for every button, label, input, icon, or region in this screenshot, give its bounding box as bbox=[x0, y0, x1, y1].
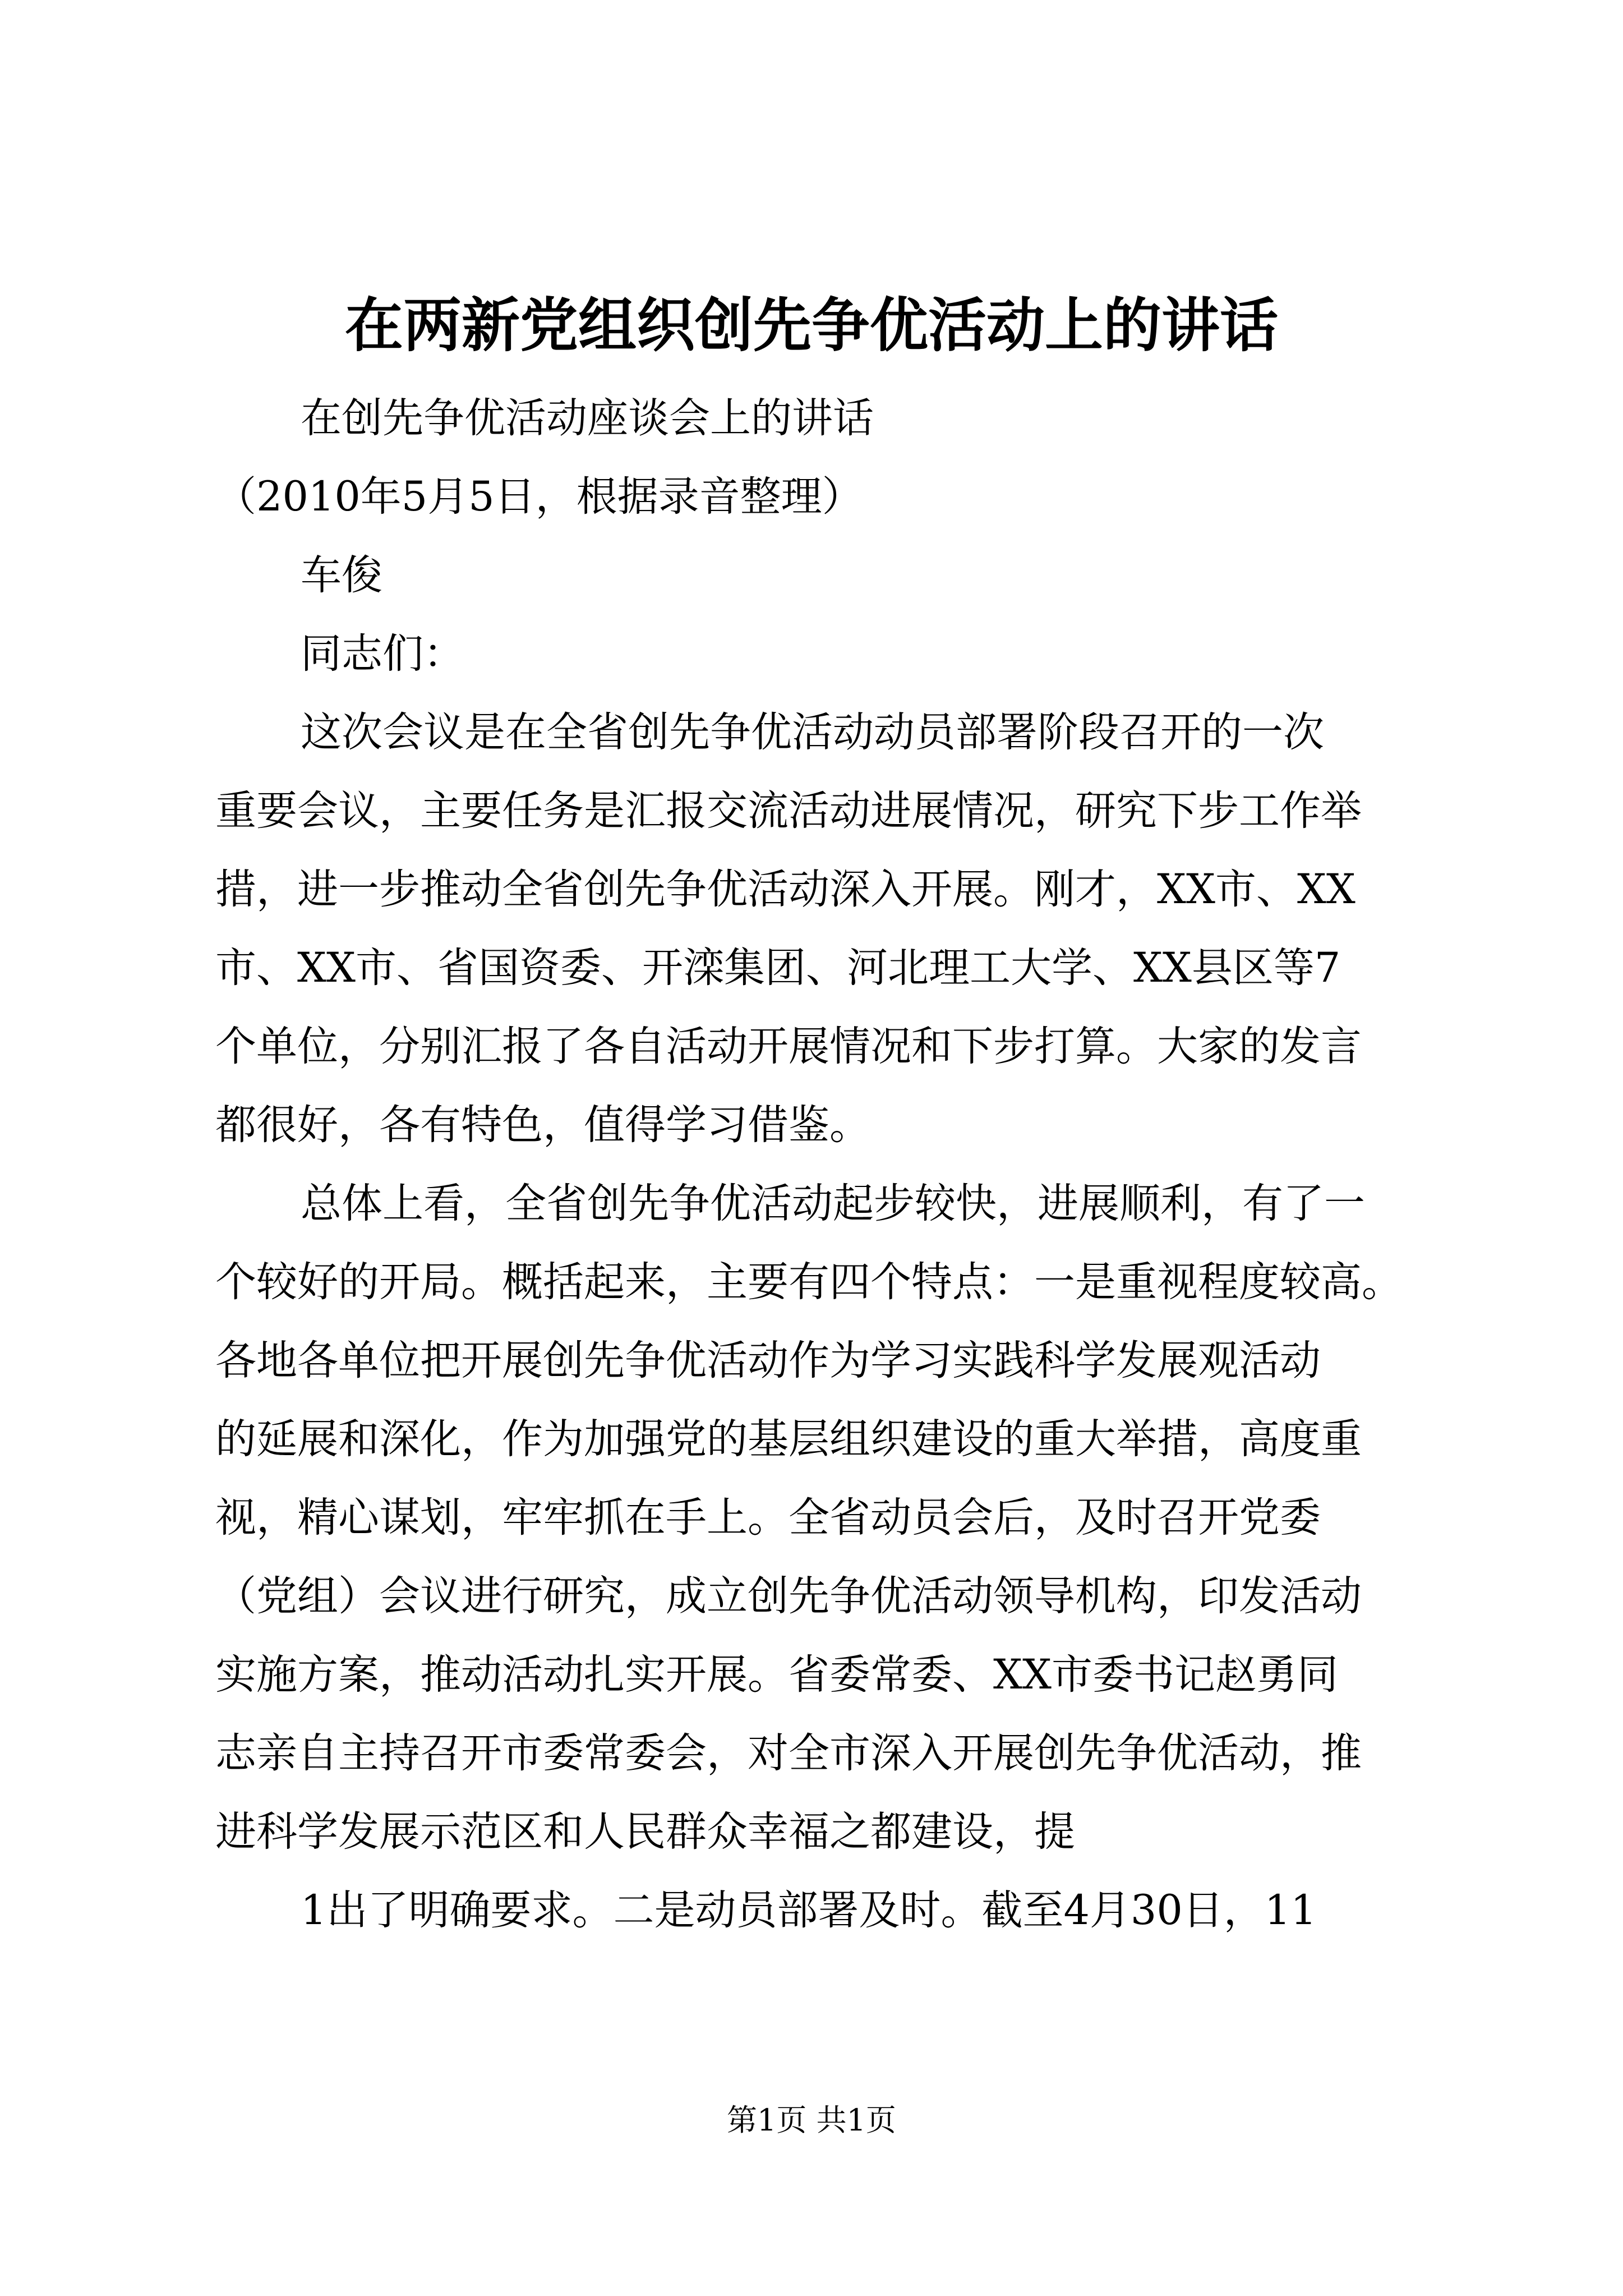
body-line: （党组）会议进行研究，成立创先争优活动领导机构，印发活动 bbox=[215, 1572, 1362, 1620]
body-line: 1出了明确要求。二是动员部署及时。截至4月30日，11 bbox=[301, 1887, 1317, 1934]
body-line: 同志们： bbox=[301, 630, 464, 678]
body-line: （2010年5月5日，根据录音整理） bbox=[215, 473, 863, 521]
body-line: 措，进一步推动全省创先争优活动深入开展。刚才，XX市、XX bbox=[215, 866, 1355, 913]
body-line: 都很好，各有特色，值得学习借鉴。 bbox=[215, 1101, 870, 1149]
body-line: 个单位，分别汇报了各自活动开展情况和下步打算。大家的发言 bbox=[215, 1023, 1362, 1070]
body-line: 个较好的开局。概括起来，主要有四个特点：一是重视程度较高。 bbox=[215, 1258, 1403, 1306]
body-line: 的延展和深化，作为加强党的基层组织建设的重大举措，高度重 bbox=[215, 1415, 1362, 1463]
body-line: 在创先争优活动座谈会上的讲话 bbox=[301, 394, 874, 442]
body-line: 总体上看，全省创先争优活动起步较快，进展顺利，有了一 bbox=[301, 1180, 1365, 1227]
body-line: 志亲自主持召开市委常委会，对全市深入开展创先争优活动，推 bbox=[215, 1729, 1362, 1777]
body-line: 视，精心谋划，牢牢抓在手上。全省动员会后，及时召开党委 bbox=[215, 1494, 1321, 1542]
body-line: 各地各单位把开展创先争优活动作为学习实践科学发展观活动 bbox=[215, 1337, 1321, 1384]
body-line: 市、XX市、省国资委、开滦集团、河北理工大学、XX县区等7 bbox=[215, 944, 1341, 992]
body-line: 重要会议，主要任务是汇报交流活动进展情况，研究下步工作举 bbox=[215, 787, 1362, 835]
document-title: 在两新党组织创先争优活动上的讲话 bbox=[344, 291, 1278, 360]
body-line: 进科学发展示范区和人民群众幸福之都建设，提 bbox=[215, 1808, 1075, 1856]
page-footer: 第1页 共1页 bbox=[727, 2102, 896, 2138]
body-line: 实施方案，推动活动扎实开展。省委常委、XX市委书记赵勇同 bbox=[215, 1651, 1338, 1699]
body-line: 车俊 bbox=[301, 551, 382, 599]
body-line: 这次会议是在全省创先争优活动动员部署阶段召开的一次 bbox=[301, 708, 1324, 756]
document-body bbox=[215, 379, 1408, 1950]
